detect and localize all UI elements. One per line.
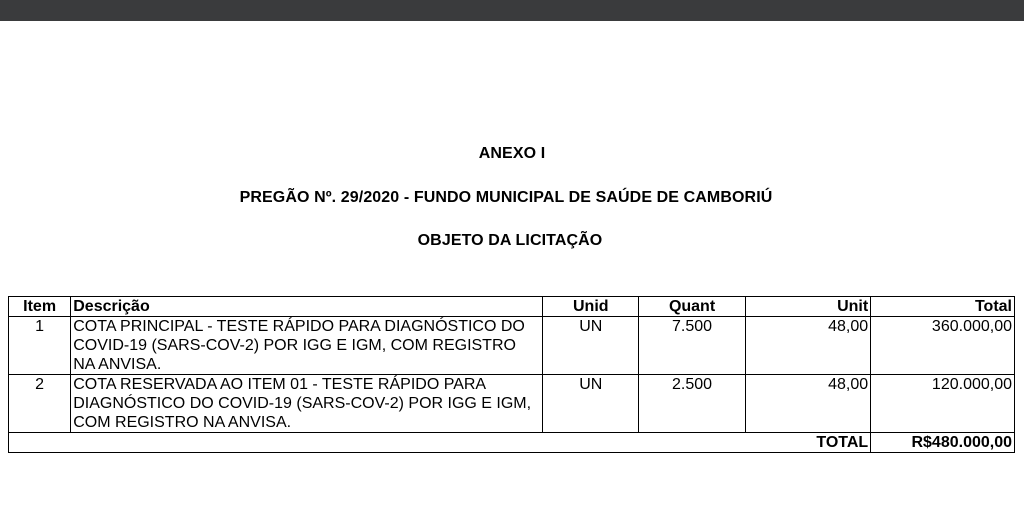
total-row: [9, 433, 1015, 453]
table-header-row: [9, 297, 1015, 317]
header-total: Total: [871, 297, 1015, 317]
total-value: R$480.000,00: [871, 433, 1015, 453]
annex-title: ANEXO I: [478, 145, 546, 162]
objeto-title: OBJETO DA LICITAÇÃO: [417, 232, 603, 249]
cell-quant: 2.500: [639, 375, 745, 433]
cell-total: 360.000,00: [871, 317, 1015, 375]
cell-unit: 48,00: [745, 317, 870, 375]
cell-total: 120.000,00: [871, 375, 1015, 433]
cell-unid: UN: [543, 317, 639, 375]
header-descricao: Descrição: [71, 297, 543, 317]
cell-descricao: COTA PRINCIPAL - TESTE RÁPIDO PARA DIAGNÓSTICO DO COVID-19 (SARS-COV-2) POR IGG E IGM, COM REGISTRO NA ANVISA.: [71, 317, 543, 375]
document-page: [0, 21, 1024, 515]
pregao-title: PREGÃO Nº. 29/2020 - FUNDO MUNICIPAL DE SAÚDE DE CAMBORIÚ: [239, 189, 773, 206]
header-unid: Unid: [543, 297, 639, 317]
cell-item: 2: [9, 375, 71, 433]
items-table: [8, 296, 1015, 453]
viewer-top-bar: [0, 0, 1024, 21]
cell-unit: 48,00: [745, 375, 870, 433]
table-row: [9, 375, 1015, 433]
cell-quant: 7.500: [639, 317, 745, 375]
cell-unid: UN: [543, 375, 639, 433]
total-label: TOTAL: [9, 433, 871, 453]
cell-descricao: COTA RESERVADA AO ITEM 01 - TESTE RÁPIDO PARA DIAGNÓSTICO DO COVID-19 (SARS-COV-2) POR IGG E IGM, COM REGISTRO NA ANVISA.: [71, 375, 543, 433]
table-row: [9, 317, 1015, 375]
cell-item: 1: [9, 317, 71, 375]
header-unit: Unit: [745, 297, 870, 317]
header-item: Item: [9, 297, 71, 317]
header-quant: Quant: [639, 297, 745, 317]
